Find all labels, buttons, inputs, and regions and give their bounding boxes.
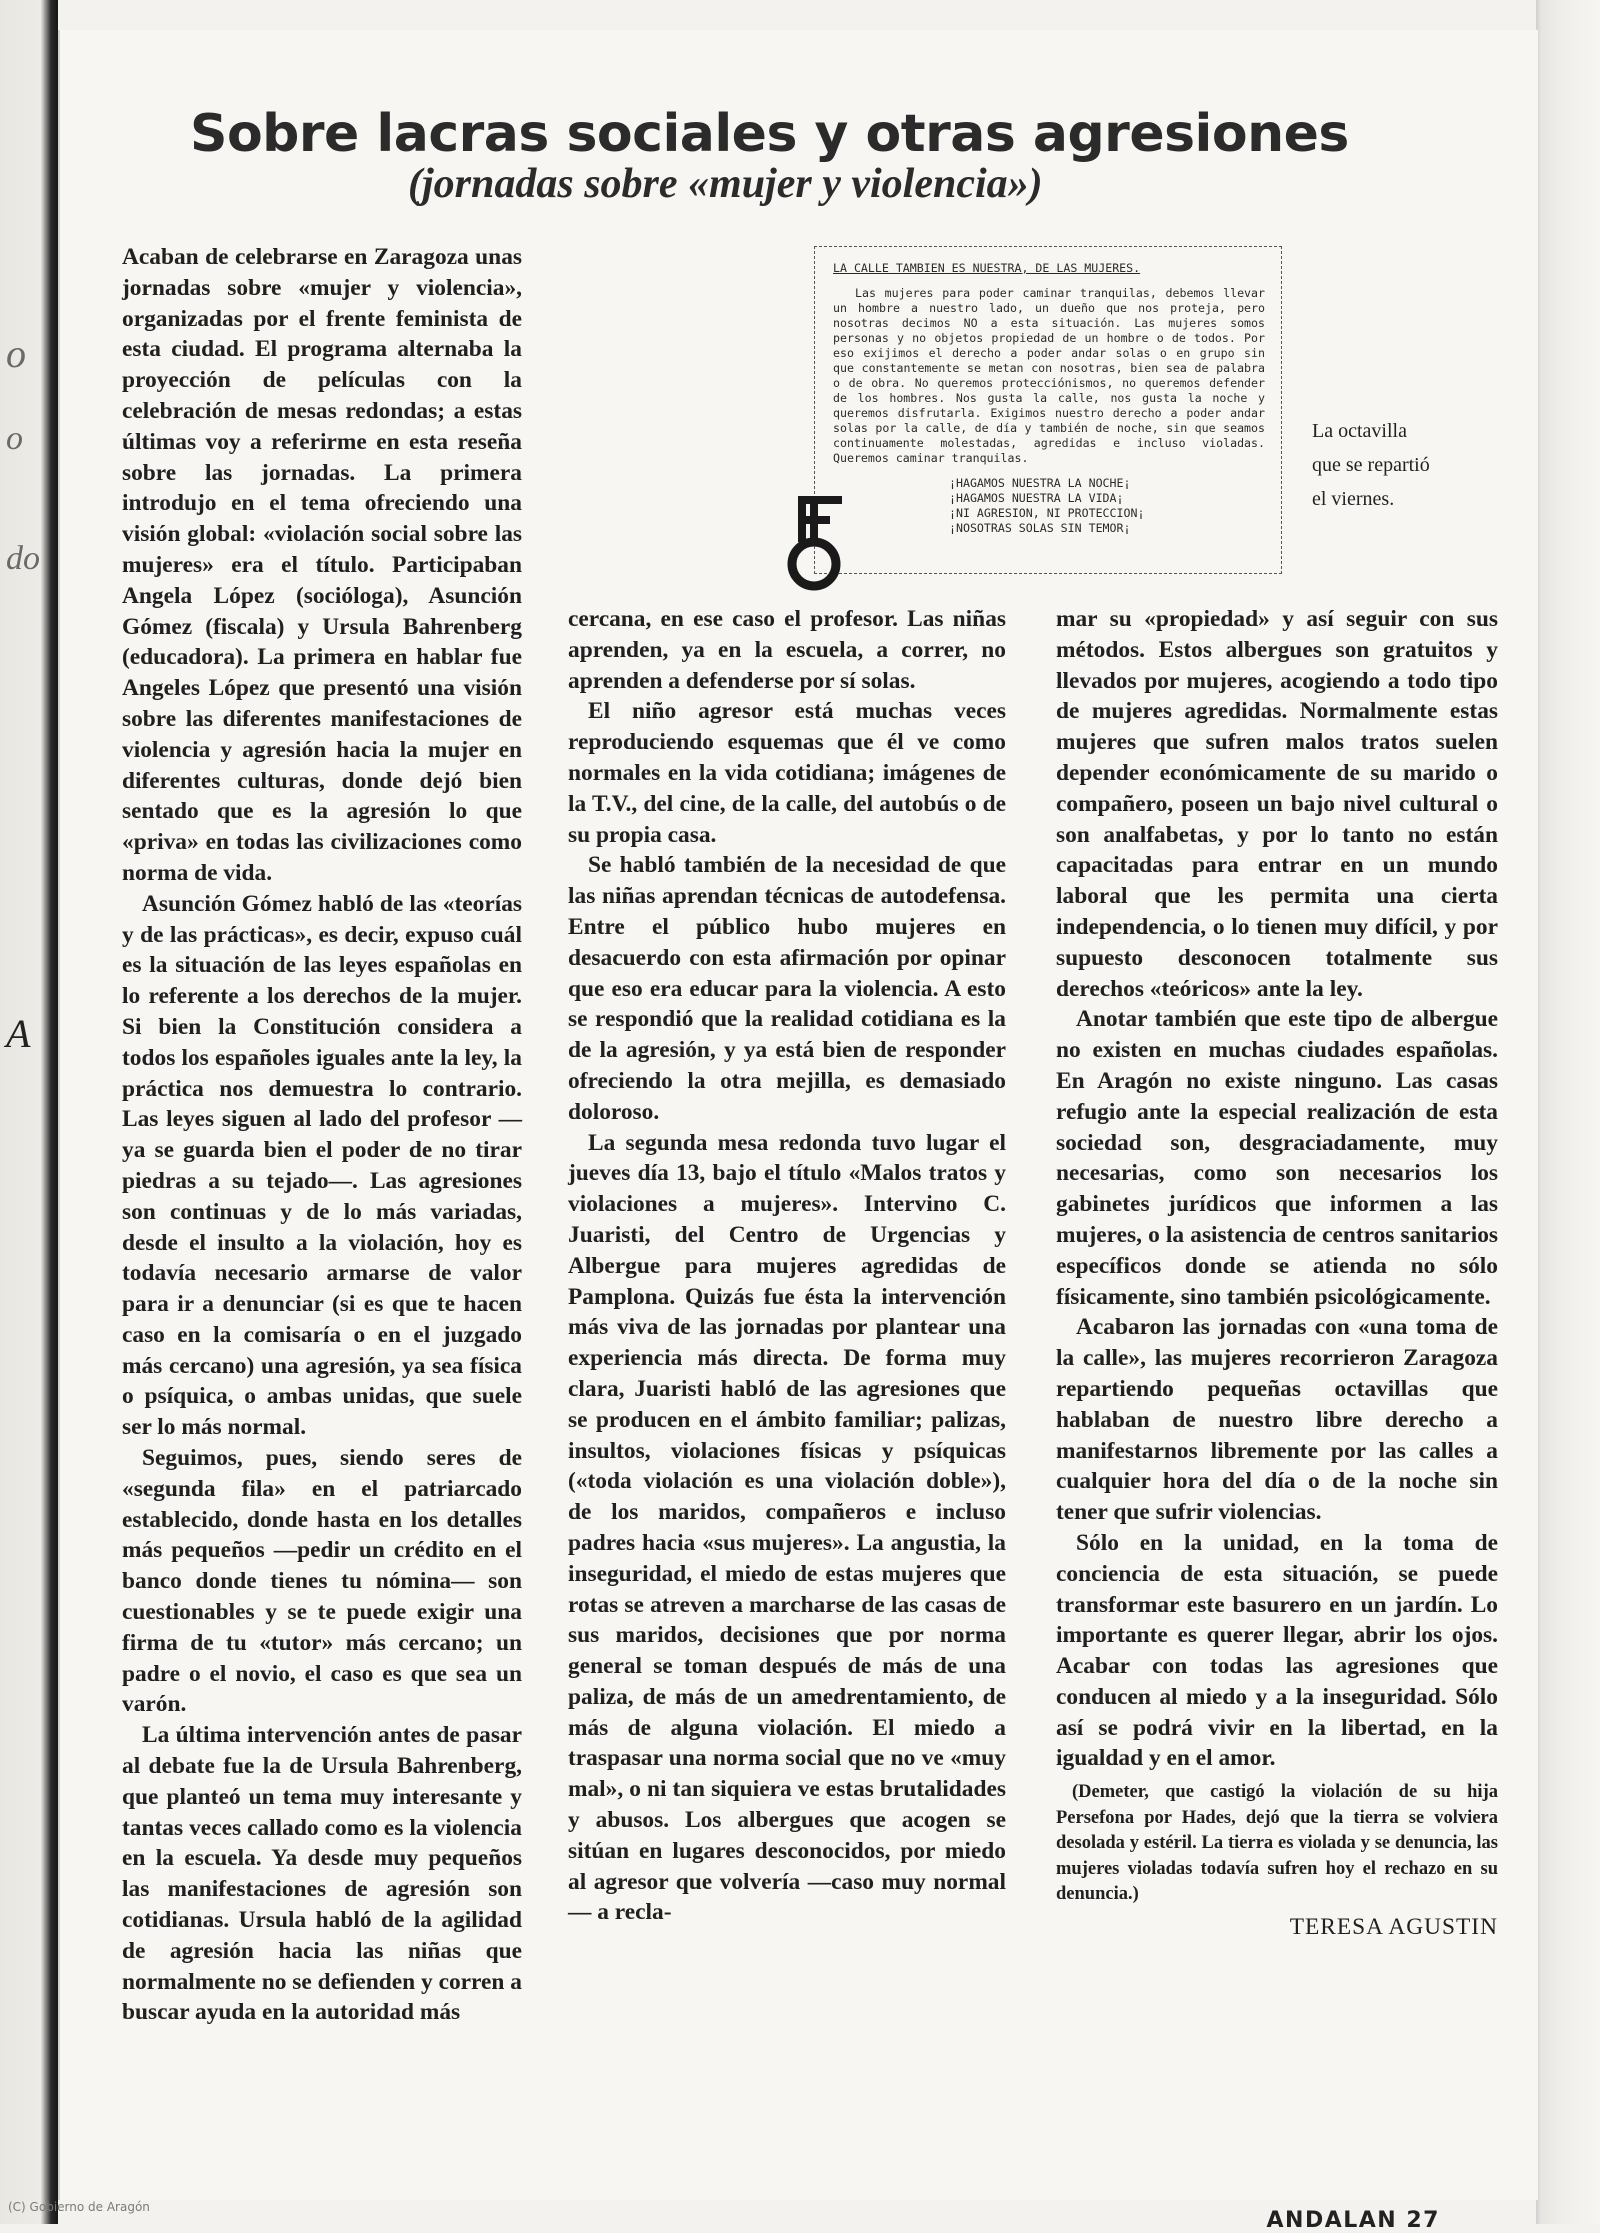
text-column-2 (568, 604, 1006, 1928)
paragraph: Anotar también que este tipo de albergue no existen en muchas ciudades españolas. En Aragón no existe ninguno. Las casas refugio ante la especial realización de esta sociedad son, desgraciadamente, muy necesarias, como son necesarios los gabinetes jurídicos que informen a las mujeres, o la asistencia de centros sanitarios específicos donde se atienda no sólo físicamente, sino también psicológicamente. (1056, 1006, 1498, 1310)
caption-line: el viernes. (1312, 488, 1395, 510)
paragraph: Seguimos, pues, siendo seres de «segunda fila» en el patriarcado establecido, donde hasta en los detalles más pequeños —pedir un crédito en el banco donde tienes tu nómina— son cuestionables y se te puede exigir una firma de tu «tutor» más cercano; un padre o el novio, el caso es que sea un varón. (122, 1445, 522, 1718)
paragraph: Se habló también de la necesidad de que las niñas aprendan técnicas de autodefensa. Entre el público hubo mujeres en desacuerdo con esta afirmación por opinar que eso era educar para la violencia. A esto se respondió que la realidad cotidiana es la de la agresión, y ya está bien de responder ofreciendo la otra mejilla, es demasiado doloroso. (568, 852, 1006, 1125)
caption-line: que se repartió (1312, 454, 1430, 476)
copyright-watermark: (C) Gobierno de Aragón (8, 2200, 150, 2214)
leaflet-title: LA CALLE TAMBIEN ES NUESTRA, DE LAS MUJERES. (833, 261, 1141, 275)
paragraph: cercana, en ese caso el profesor. Las niñas aprenden, ya en la escuela, a correr, no aprenden a defenderse por sí solas. (568, 606, 1006, 694)
paragraph: El niño agresor está muchas veces reproduciendo esquemas que él ve como normales en la vida cotidiana; imágenes de la T.V., del cine, de la calle, del autobús o de su propia casa. (568, 698, 1006, 848)
paragraph: La segunda mesa redonda tuvo lugar el jueves día 13, bajo el título «Malos tratos y violaciones a mujeres». Intervino C. Juaristi, del Centro de Urgencias y Albergue para mujeres agredidas de Pamplona. Quizás fue ésta la intervención más viva de las jornadas por plantear una experiencia más directa. De forma muy clara, Juaristi habló de las agresiones que se producen en el ámbito familiar; palizas, insultos, violaciones físicas y psíquicas («toda violación es una violación doble»), de los maridos, compañeros e incluso padres hacia «sus mujeres». La angustia, la inseguridad, el miedo de estas mujeres que rotas se atreven a marcharse de las casas de sus maridos, decisiones que por norma general se toman después de más de una paliza, de más de un amedrentamiento, de más de alguna violación. El miedo a traspasar una norma social que no ve «muy mal», o ni tan siquiera ve estas brutalidades y abusos. Los albergues que acogen se sitúan en lugares desconocidos, por miedo al agresor que volvería —caso muy normal— a recla- (568, 1129, 1006, 1926)
paragraph: Acaban de celebrarse en Zaragoza unas jornadas sobre «mujer y violencia», organizadas por el frente feminista de esta ciudad. El programa alternaba la proyección de películas con la celebración de mesas redondas; a estas últimas voy a referirme en esta reseña sobre las jornadas. La primera introdujo en el tema ofreciendo una visión global: «violación social sobre las mujeres» era el título. Participaban Angela López (socióloga), Asunción Gómez (fiscala) y Ursula Bahrenberg (educadora). La primera en hablar fue Angeles López que presentó una visión sobre las diferentes manifestaciones de violencia y agresión hacia la mujer en diferentes culturas, donde dejó bien sentado que es la agresión lo que «priva» en todas las civilizaciones como norma de vida. (122, 244, 522, 886)
feminist-symbol-icon (784, 492, 854, 592)
leaflet-box (814, 246, 1282, 574)
paragraph: Sólo en la unidad, en la toma de conciencia de esta situación, se puede transformar este basurero en un jardín. Lo importante es querer llegar, abrir los ojos. Acabar con todas las agresiones que conducen al miedo y a la inseguridad. Sólo así se podrá vivir en la libertad, en la igualdad y en el amor. (1056, 1529, 1498, 1772)
slogan-line: ¡NOSOTRAS SOLAS SIN TEMOR¡ (949, 521, 1131, 535)
paragraph: mar su «propiedad» y así seguir con sus métodos. Estos albergues son gratuitos y llevados por mujeres, acogiendo a todo tipo de mujeres agredidas. Normalmente estas mujeres que sufren malos tratos suelen depender económicamente de su marido o compañero, poseen un bajo nivel cultural o son analfabetas, y por lo tanto no están capacitadas para entrar en un mundo laboral que les permita una cierta independencia, o lo tienen muy difícil, y por supuesto desconocen totalmente sus derechos «teóricos» ante la ley. (1056, 606, 1498, 1002)
leaflet-slogans (949, 476, 1265, 536)
slogan-line: ¡HAGAMOS NUESTRA LA NOCHE¡ (949, 476, 1131, 490)
leaflet-caption (1312, 414, 1432, 516)
paragraph: Asunción Gómez habló de las «teorías y de las prácticas», es decir, expuso cuál es la situación de las leyes españolas en lo referente a los derechos de la mujer. Si bien la Constitución considera a todos los españoles iguales ante la ley, la práctica nos demuestra lo contrario. Las leyes siguen al lado del profesor —ya se guarda bien el poder de no tirar piedras a su tejado—. Las agresiones son continuas y de lo más variadas, desde el insulto a la violación, hoy es todavía necesario armarse de valor para ir a denunciar (si es que te hacen caso en la comisaría o en el juzgado más cercano) una agresión, ya sea física o psíquica, o ambas unidas, que suele ser lo más normal. (122, 890, 522, 1441)
publication-name: ANDALAN (1266, 2208, 1398, 2233)
slogan-line: ¡HAGAMOS NUESTRA LA VIDA¡ (949, 491, 1124, 505)
text-column-1 (122, 242, 522, 2028)
article-subtitle: (jornadas sobre «mujer y violencia») (408, 161, 1043, 207)
article-title: Sobre lacras sociales y otras agresiones (190, 104, 1349, 164)
adjacent-page-edge: o o do A (0, 0, 58, 2224)
slogan-line: ¡NI AGRESION, NI PROTECCION¡ (949, 506, 1145, 520)
leaflet-body: Las mujeres para poder caminar tranquilas, debemos llevar un hombre a nuestro lado, un dueño que nos proteja, pero nosotras decimos NO a esta situación. Las mujeres somos personas y no objetos propiedad de un hombre o de todos. Por eso exijimos el derecho a poder andar solas o en grupo sin que constantemente se metan con nosotras, bien sea de palabra o de obra. No queremos protecciónismos, no queremos defender de los hombres. Nos gusta la calle, nos gusta la noche y queremos disfrutarla. Exigimos nuestro derecho a poder andar solas por la calle, de día y también de noche, sin que seamos continuamente molestadas, agredidas e incluso violadas. Queremos caminar tranquilas. (833, 286, 1265, 465)
caption-line: La octavilla (1312, 420, 1407, 442)
scan-right-edge (1536, 0, 1600, 2224)
paragraph: La última intervención antes de pasar al debate fue la de Ursula Bahrenberg, que planteó un tema muy interesante y tantas veces callado como es la violencia en la escuela. Ya desde muy pequeños las manifestaciones de agresión son cotidianas. Ursula habló de la agilidad de agresión hacia las niñas que normalmente no se defienden y corren a buscar ayuda en la autoridad más (122, 1722, 522, 2026)
text-column-3 (1056, 604, 1498, 1943)
author-signature: TERESA AGUSTIN (1289, 1913, 1498, 1940)
page-number: 27 (1406, 2208, 1440, 2233)
page-footer (1267, 2208, 1440, 2233)
mythology-note: (Demeter, que castigó la violación de su hija Persefona por Hades, dejó que la tierra se volviera desolada y estéril. La tierra es violada y se denuncia, las mujeres violadas todavía sufren hoy el rechazo en su denuncia.) (1056, 1782, 1498, 1905)
paragraph: Acabaron las jornadas con «una toma de la calle», las mujeres recorrieron Zaragoza repartiendo pequeñas octavillas que hablaban de nuestro libre derecho a manifestarnos libremente por las calles a cualquier hora del día o de la noche sin tener que sufrir violencias. (1056, 1314, 1498, 1526)
